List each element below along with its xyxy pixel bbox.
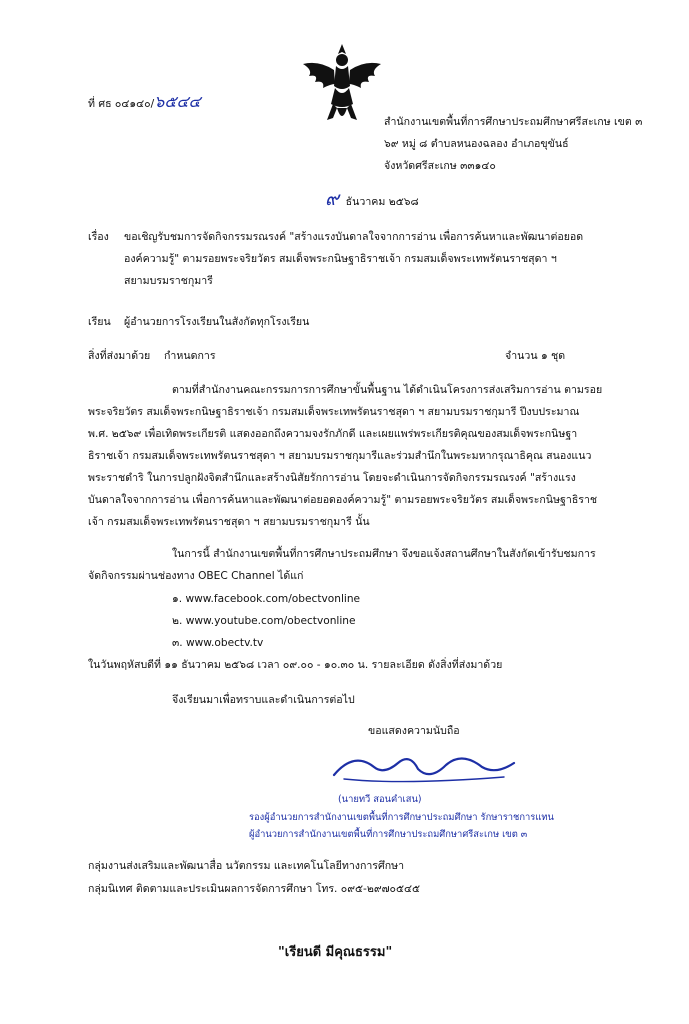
- letter-date: [325, 188, 419, 212]
- body-p1-line1: ตามที่สำนักงานคณะกรรมการการศึกษาขั้นพื้นฐาน ได้ดำเนินโครงการส่งเสริมการอ่าน ตามรอย: [172, 384, 603, 396]
- date-month-year: ธันวาคม ๒๕๖๘: [345, 196, 419, 208]
- body-p1-line5: พระราชดำริ ในการปลูกฝังจิตสำนึกและสร้างนิสัยรักการอ่าน โดยจะดำเนินการจัดกิจกรรมรณรงค์ "สร้างแรง: [88, 472, 576, 484]
- garuda-emblem-icon: [297, 40, 387, 128]
- regards-text: ขอแสดงความนับถือ: [368, 725, 460, 737]
- office-address-line2: จังหวัดศรีสะเกษ ๓๓๑๔๐: [384, 160, 496, 172]
- link-facebook[interactable]: ๑. www.facebook.com/obectvonline: [172, 593, 361, 605]
- handwritten-signature-icon: [314, 745, 534, 785]
- link-youtube[interactable]: ๒. www.youtube.com/obectvonline: [172, 615, 356, 627]
- office-address-line1: ๖๙ หมู่ ๘ ตำบลหนองฉลอง อำเภอขุขันธ์: [384, 138, 569, 150]
- salutation-label: เรียน: [88, 316, 111, 328]
- office-name: สำนักงานเขตพื้นที่การศึกษาประถมศึกษาศรีสะเกษ เขต ๓: [384, 116, 643, 128]
- body-p1-line6: บันดาลใจจากการอ่าน เพื่อการค้นหาและพัฒนาต่อยอดองค์ความรู้" ตามรอยพระจริยวัตร สมเด็จพระกนิษฐาธิราช: [88, 494, 598, 506]
- subject-line-2: องค์ความรู้" ตามรอยพระจริยวัตร สมเด็จพระกนิษฐาธิราชเจ้า กรมสมเด็จพระเทพรัตนราชสุดา ฯ: [124, 253, 557, 265]
- body-p1-line7: เจ้า กรมสมเด็จพระเทพรัตนราชสุดา ฯ สยามบรมราชกุมารี นั้น: [88, 516, 370, 528]
- reference-number: [88, 92, 201, 112]
- attachment-label: สิ่งที่ส่งมาด้วย: [88, 350, 151, 362]
- link-obectv[interactable]: ๓. www.obectv.tv: [172, 637, 264, 649]
- footer-unit: กลุ่มงานส่งเสริมและพัฒนาสื่อ นวัตกรรม และเทคโนโลยีทางการศึกษา: [88, 860, 405, 872]
- subject-line-3: สยามบรมราชกุมารี: [124, 275, 213, 287]
- date-day-handwritten: ๙: [325, 188, 339, 210]
- body-p1-line2: พระจริยวัตร สมเด็จพระกนิษฐาธิราชเจ้า กรมสมเด็จพระเทพรัตนราชสุดา ฯ สยามบรมราชกุมารี ปีงบประมาณ: [88, 406, 580, 418]
- signer-title-line2: ผู้อำนวยการสำนักงานเขตพื้นที่การศึกษาประถมศึกษาศรีสะเกษ เขต ๓: [249, 829, 528, 840]
- schedule-line: ในวันพฤหัสบดีที่ ๑๑ ธันวาคม ๒๕๖๘ เวลา ๐๙.๐๐ - ๑๐.๓๐ น. รายละเอียด ดังสิ่งที่ส่งมาด้วย: [88, 659, 503, 671]
- subject-line-1: ขอเชิญรับชมการจัดกิจกรรมรณรงค์ "สร้างแรงบันดาลใจจากการอ่าน เพื่อการค้นหาและพัฒนาต่อยอด: [124, 231, 584, 243]
- salutation-recipient: ผู้อำนวยการโรงเรียนในสังกัดทุกโรงเรียน: [124, 316, 310, 328]
- footer-contact: กลุ่มนิเทศ ติดตามและประเมินผลการจัดการศึกษา โทร. ๐๙๕-๒๙๗๐๕๔๕: [88, 883, 421, 895]
- motto: "เรียนดี มีคุณธรรม": [278, 945, 393, 960]
- attachment-text: กำหนดการ: [164, 350, 216, 362]
- closing-line: จึงเรียนมาเพื่อทราบและดำเนินการต่อไป: [172, 694, 355, 706]
- body-p2-line2: จัดกิจกรรมผ่านช่องทาง OBEC Channel ได้แก่: [88, 570, 304, 582]
- signer-title-line1: รองผู้อำนวยการสำนักงานเขตพื้นที่การศึกษาประถมศึกษา รักษาราชการแทน: [249, 812, 554, 823]
- subject-label: เรื่อง: [88, 231, 109, 243]
- body-p1-line4: ธิราชเจ้า กรมสมเด็จพระเทพรัตนราชสุดา ฯ สยามบรมราชกุมารีและร่วมสำนึกในพระมหากรุณาธิคุณ สนองแนว: [88, 450, 592, 462]
- body-p2-line1: ในการนี้ สำนักงานเขตพื้นที่การศึกษาประถมศึกษา จึงขอแจ้งสถานศึกษาในสังกัดเข้ารับชมการ: [172, 548, 596, 560]
- signer-name: (นายทวี สอนคำเสน): [338, 794, 422, 805]
- attachment-count: จำนวน ๑ ชุด: [505, 350, 566, 362]
- reference-label: ที่ ศธ ๐๔๑๔๐/: [88, 98, 155, 110]
- body-p1-line3: พ.ศ. ๒๕๖๙ เพื่อเทิดพระเกียรติ แสดงออกถึงความจงรักภักดี และเผยแพร่พระเกียรติคุณของสมเด็จพระกนิษฐา: [88, 428, 578, 440]
- reference-handwritten-number: ๖๕๔๔: [154, 92, 201, 111]
